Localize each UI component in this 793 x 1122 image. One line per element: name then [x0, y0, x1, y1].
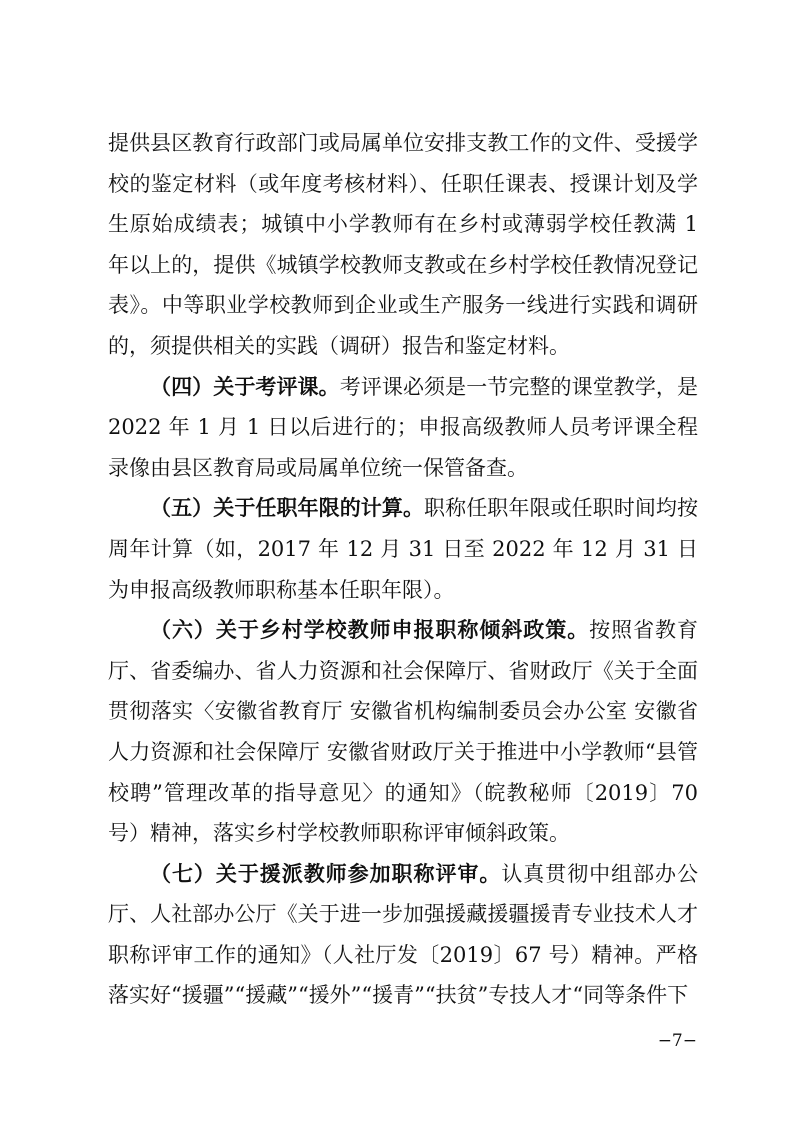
paragraph-assessment-class: [108, 367, 698, 489]
paragraph-dispatched-teachers: [108, 854, 698, 1016]
paragraph-text: 认真贯彻中组部办公厅、人社部办公厅《关于进一步加强援藏援疆援青专业技术人才职称评审工作的通知》（人社厅发〔2019〕67 号）精神。严格落实好“援疆”“援藏”“援外”“援青”“扶贫”专技人才“同等条件下: [108, 861, 699, 1008]
paragraph-text: 提供县区教育行政部门或局属单位安排支教工作的文件、受援学校的鉴定材料（或年度考核材料）、任职任课表、授课计划及学生原始成绩表；城镇中小学教师有在乡村或薄弱学校任教满 1 年以上的，提供《城镇学校教师支教或在乡村学校任教情况登记表》。中等职业学校教师到企业或生产服务一线进行实践和调研的，须提供相关的实践（调研）报告和鉴定材料。: [108, 131, 698, 358]
paragraph-rural-teacher-policy: [108, 610, 698, 854]
document-body: [108, 123, 698, 1016]
paragraph-text: 按照省教育厅、省委编办、省人力资源和社会保障厅、省财政厅《关于全面贯彻落实〈安徽省教育厅 安徽省机构编制委员会办公室 安徽省人力资源和社会保障厅 安徽省财政厅关于推进中小学教师“县管校聘”管理改革的指导意见〉的通知》（皖教秘师〔2019〕70 号）精神，落实乡村学校教师职称评审倾斜政策。: [108, 618, 699, 846]
section-heading-six: （六）关于乡村学校教师申报职称倾斜政策。: [150, 617, 590, 643]
section-heading-seven: （七）关于援派教师参加职称评审。: [150, 860, 502, 886]
paragraph-continuation: [108, 123, 698, 367]
paragraph-text: 职称任职年限或任职时间均按周年计算（如，2017 年 12 月 31 日至 2022 年 12 月 31 日为申报高级教师职称基本任职年限）。: [108, 496, 699, 602]
paragraph-tenure-calculation: [108, 488, 698, 610]
section-heading-five: （五）关于任职年限的计算。: [150, 495, 425, 521]
page-number: −7−: [657, 1031, 697, 1051]
section-heading-four: （四）关于考评课。: [150, 373, 340, 399]
paragraph-text: 考评课必须是一节完整的课堂教学，是 2022 年 1 月 1 日以后进行的；申报高级教师人员考评课全程录像由县区教育局或局属单位统一保管备查。: [108, 374, 699, 480]
